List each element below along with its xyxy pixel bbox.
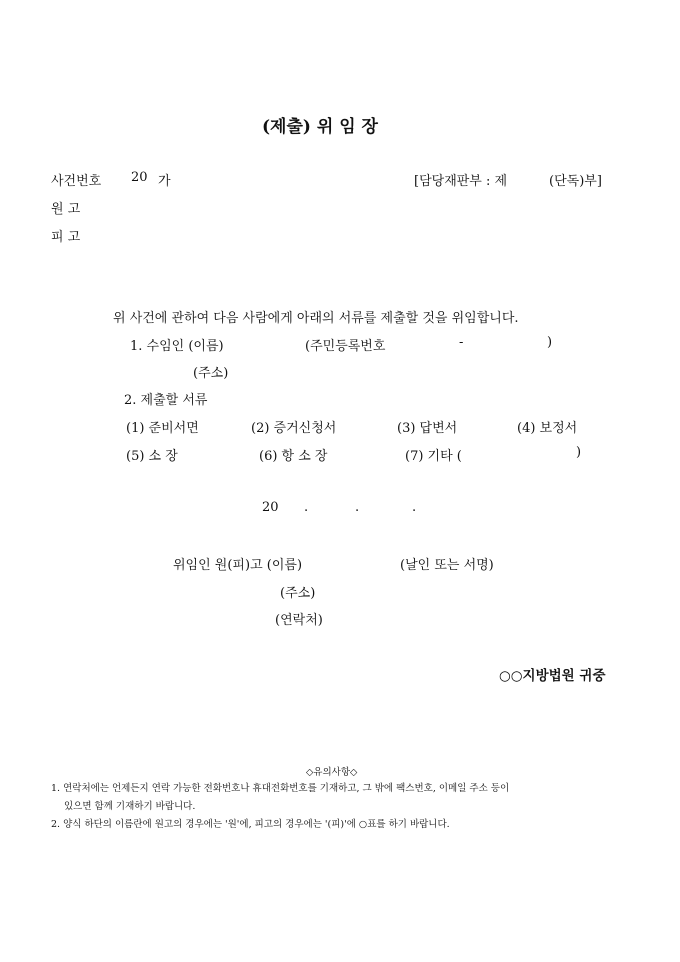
date-year: 20 (262, 500, 279, 515)
document-option: (6) 항 소 장 (259, 449, 328, 464)
case-year: 20 (131, 170, 148, 185)
delegate-name-label: 1. 수임인 (이름) (130, 339, 224, 354)
defendant-label: 피 고 (51, 230, 81, 245)
documents-heading: 2. 제출할 서류 (124, 393, 208, 408)
document-option: (3) 답변서 (397, 421, 458, 436)
date-separator: . (304, 500, 309, 515)
delegate-id-label: (주민등록번호 (305, 339, 386, 354)
note-1-line-2: 있으면 함께 기재하기 바랍니다. (64, 801, 196, 812)
seal-or-signature-label: (날인 또는 서명) (400, 558, 494, 573)
document-option: (5) 소 장 (126, 449, 178, 464)
delegate-address-label: (주소) (193, 366, 229, 381)
note-2: 2. 양식 하단의 이름란에 원고의 경우에는 '원'에, 피고의 경우에는 '(피)'에 ○표를 하기 바랍니다. (51, 819, 450, 830)
delegate-id-dash: - (459, 335, 464, 350)
page-title: (제출) 위 임 장 (262, 117, 378, 137)
case-number-label: 사건번호 (51, 174, 102, 189)
delegator-contact-label: (연락처) (275, 613, 323, 628)
document-option: (4) 보정서 (517, 421, 578, 436)
court-division-label: [담당재판부 : 제 (414, 174, 508, 189)
delegate-id-close: ) (547, 335, 553, 350)
date-separator: . (412, 500, 417, 515)
document-option: (1) 준비서면 (126, 421, 199, 436)
delegation-statement: 위 사건에 관하여 다음 사람에게 아래의 서류를 제출할 것을 위임합니다. (113, 311, 519, 326)
document-option-other-close: ) (576, 445, 582, 460)
delegator-name-label: 위임인 원(피)고 (이름) (173, 558, 303, 573)
document-option: (2) 증거신청서 (251, 421, 337, 436)
plaintiff-label: 원 고 (51, 202, 81, 217)
note-1-line-1: 1. 연락처에는 언제든지 연락 가능한 전화번호나 휴대전화번호를 기재하고, 그 밖에 팩스번호, 이메일 주소 등이 (51, 783, 510, 794)
case-type: 가 (158, 174, 171, 189)
document-option-other: (7) 기타 ( (405, 449, 462, 464)
court-addressee: ○○지방법원 귀중 (499, 668, 606, 684)
court-division-suffix: (단독)부] (549, 174, 602, 189)
notes-heading: ◇유의사항◇ (306, 767, 358, 778)
date-separator: . (355, 500, 360, 515)
delegator-address-label: (주소) (280, 586, 316, 601)
